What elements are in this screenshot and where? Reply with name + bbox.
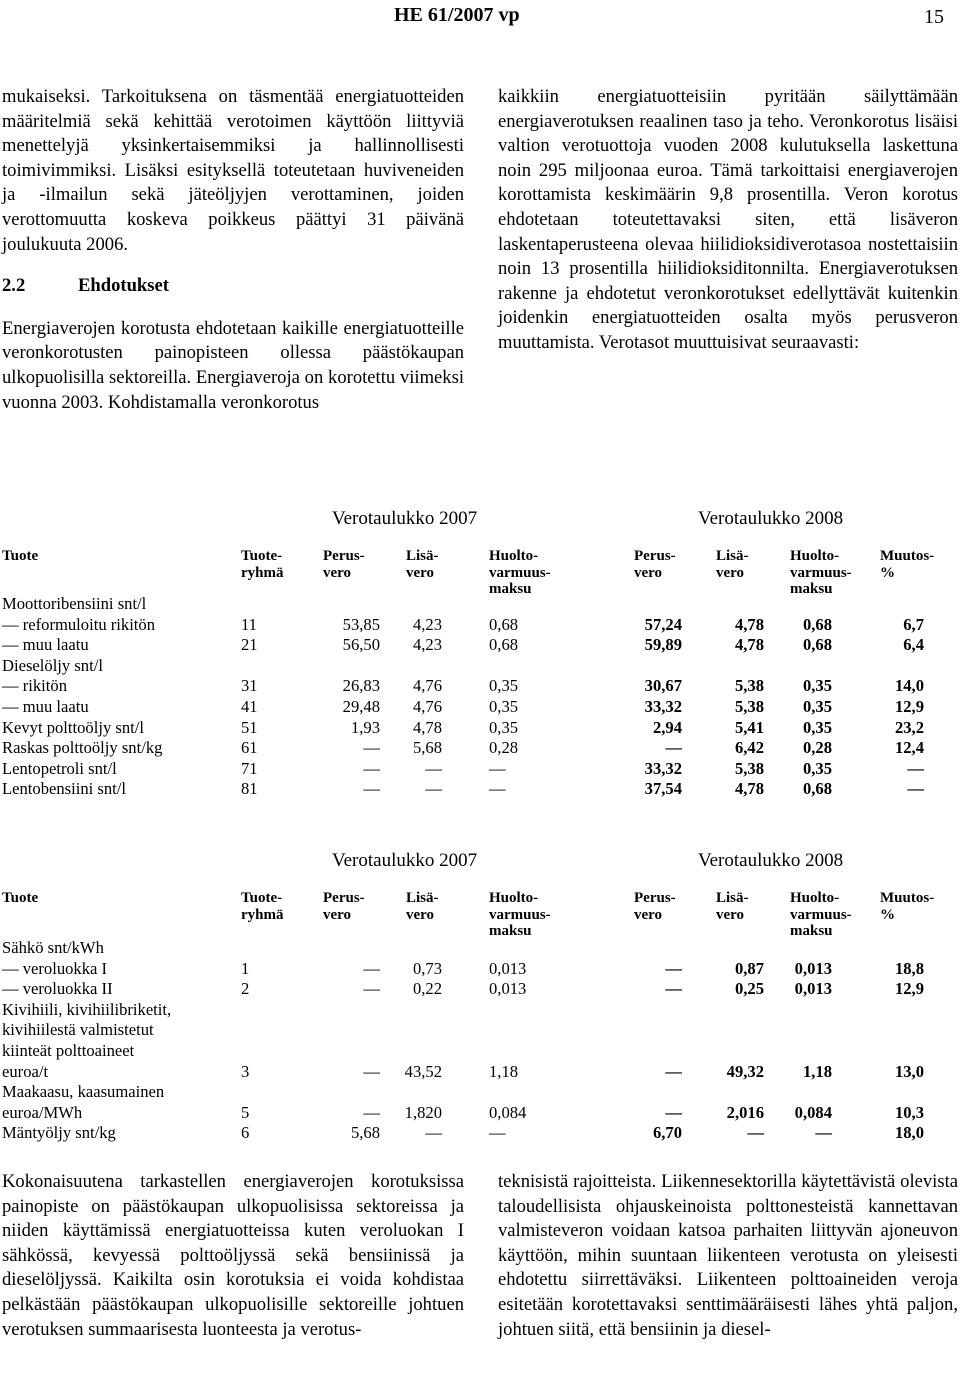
- additional-tax-2007: 0,73: [412, 958, 442, 978]
- additional-tax-2007: 43,52: [404, 1061, 442, 1081]
- security-fee-2007: 0,35: [489, 717, 519, 737]
- product-name: — reformuloitu rikitön: [2, 614, 156, 634]
- product-name: kiinteät polttoaineet: [2, 1041, 135, 1060]
- table-row: [0, 1062, 960, 1083]
- additional-tax-2008: 4,78: [734, 779, 764, 799]
- additional-tax-2007: —: [425, 779, 442, 799]
- table-title-2007: Verotaulukko 2007: [332, 508, 478, 529]
- base-tax-2008: —: [665, 958, 682, 978]
- body-paragraph: teknisistä rajoitteista. Liikennesektorilla käytettävistä olevista taloudellisista ohjauskeinoista polttonesteistä kannettavan valmisteveron voidaan katsoa parhaiten liittyvän ajoneuvon käyttöön, mihin suuntaan liikenteen verotusta on yleisesti ehdotettu siirrettäväksi. Liikenteen polttoaineiden veroja esitetään korotettavaksi senttimääräisesti lähes yhtä paljon, johtuen siitä, että bensiinin ja diesel-: [498, 1171, 958, 1340]
- product-name: Sähkö snt/kWh: [2, 938, 104, 957]
- base-tax-2007: 26,83: [342, 676, 380, 696]
- table-row: [0, 1082, 960, 1103]
- section-number: 2.2: [2, 275, 26, 297]
- security-fee-2007: 0,013: [489, 958, 527, 978]
- base-tax-2008: 33,32: [644, 697, 682, 716]
- base-tax-2008: —: [665, 1102, 682, 1122]
- security-fee-2008: 0,68: [802, 614, 832, 634]
- table-row: [0, 1103, 960, 1124]
- table-title-2007: Verotaulukko 2007: [332, 850, 478, 871]
- base-tax-2007: —: [363, 738, 380, 758]
- product-name: Maakaasu, kaasumainen: [2, 1082, 165, 1102]
- table-row: [0, 1000, 960, 1021]
- column-header-product: Tuote: [2, 548, 39, 564]
- product-name: — veroluokka I: [2, 958, 108, 978]
- table-row: [0, 676, 960, 697]
- body-paragraph: Energiaverojen korotusta ehdotetaan kaikille energiatuotteille veronkorotusten painopisteen ollessa päästökaupan ulkopuolisilla sektoreilla. Energiaveroja on korotettu viimeksi vuonna 2003. Kohdistamalla veronkorotus: [2, 317, 464, 413]
- column-header-base-tax-2007: Perus- vero: [323, 890, 365, 923]
- additional-tax-2008: 5,38: [734, 676, 764, 696]
- additional-tax-2007: 4,76: [412, 697, 442, 716]
- product-name: — muu laatu: [2, 635, 89, 655]
- table-row: [0, 1123, 960, 1144]
- product-name: — muu laatu: [2, 697, 89, 716]
- product-group: 81: [241, 779, 258, 799]
- table-title-2008: Verotaulukko 2008: [698, 850, 844, 871]
- security-fee-2008: 0,68: [802, 779, 832, 799]
- additional-tax-2008: 5,38: [734, 697, 764, 716]
- security-fee-2008: 0,28: [802, 738, 832, 758]
- product-name: Kivihiili, kivihiilibriketit,: [2, 999, 172, 1019]
- column-header-change-percent: Muutos- %: [880, 890, 935, 923]
- additional-tax-2007: 5,68: [412, 738, 442, 758]
- base-tax-2007: 53,85: [342, 614, 380, 634]
- change-percent: 18,0: [894, 1123, 924, 1143]
- security-fee-2008: —: [815, 1123, 832, 1143]
- change-percent: 13,0: [894, 1061, 924, 1081]
- left-column-top: [2, 85, 464, 415]
- product-name: Kevyt polttoöljy snt/l: [2, 717, 144, 737]
- security-fee-2008: 0,35: [802, 697, 832, 716]
- table-row: [0, 1020, 960, 1041]
- product-group: 3: [241, 1061, 250, 1081]
- column-header-security-fee-2007: Huolto- varmuus- maksu: [489, 548, 551, 597]
- change-percent: 12,4: [894, 738, 924, 758]
- product-group: 21: [241, 635, 258, 655]
- right-column-bottom: [498, 1170, 958, 1342]
- change-percent: 6,4: [903, 635, 924, 655]
- document-id: HE 61/2007 vp: [394, 4, 520, 26]
- body-paragraph: mukaiseksi. Tarkoituksena on täsmentää energiatuotteiden määritelmiä sekä kehittää verotoimen käyttöön liittyviä menettelyjä yksinkertaisemmiksi ja hallinnollisesti toimivimmiksi. Lisäksi esityksellä toteutetaan huviveneiden ja -ilmailun sekä jäteöljyjen verottaminen, joiden verottomuutta koskeva poikkeus päättyi 31 päivänä joulukuuta 2006.: [2, 86, 464, 255]
- additional-tax-2007: 4,23: [412, 614, 442, 634]
- column-header-security-fee-2007: Huolto- varmuus- maksu: [489, 890, 551, 939]
- change-percent: 10,3: [894, 1102, 924, 1122]
- column-header-security-fee-2008: Huolto- varmuus- maksu: [790, 548, 852, 597]
- additional-tax-2007: —: [425, 1123, 442, 1143]
- product-group: 61: [241, 738, 258, 758]
- additional-tax-2008: 5,38: [734, 758, 764, 778]
- additional-tax-2008: 4,78: [734, 614, 764, 634]
- column-header-change-percent: Muutos- %: [880, 548, 935, 581]
- table-row: [0, 1041, 960, 1062]
- column-header-additional-tax-2007: Lisä- vero: [406, 890, 439, 923]
- product-group: 31: [241, 676, 258, 696]
- change-percent: 14,0: [894, 676, 924, 696]
- column-header-base-tax-2008: Perus- vero: [634, 890, 676, 923]
- product-name: Mäntyöljy snt/kg: [2, 1123, 116, 1143]
- base-tax-2008: 33,32: [644, 758, 682, 778]
- column-header-product-group: Tuote- ryhmä: [241, 890, 284, 923]
- base-tax-2008: 37,54: [644, 779, 682, 799]
- change-percent: 18,8: [894, 958, 924, 978]
- additional-tax-2008: 2,016: [726, 1102, 764, 1122]
- column-header-security-fee-2008: Huolto- varmuus- maksu: [790, 890, 852, 939]
- additional-tax-2008: 6,42: [734, 738, 764, 758]
- security-fee-2008: 0,35: [802, 676, 832, 696]
- additional-tax-2007: 4,78: [412, 717, 442, 737]
- additional-tax-2007: 0,22: [412, 979, 442, 999]
- security-fee-2007: 0,68: [489, 614, 519, 634]
- column-header-base-tax-2007: Perus- vero: [323, 548, 365, 581]
- change-percent: —: [907, 758, 924, 778]
- table-row: [0, 718, 960, 739]
- table-row: [0, 979, 960, 1000]
- product-name: Lentobensiini snt/l: [2, 779, 126, 799]
- security-fee-2007: 0,28: [489, 738, 519, 758]
- product-name: Dieselöljy snt/l: [2, 655, 103, 675]
- security-fee-2008: 0,35: [802, 717, 832, 737]
- change-percent: 23,2: [894, 717, 924, 737]
- column-header-product-group: Tuote- ryhmä: [241, 548, 284, 581]
- security-fee-2007: —: [489, 1123, 506, 1143]
- product-group: 2: [241, 979, 250, 999]
- base-tax-2007: —: [363, 758, 380, 778]
- additional-tax-2008: 49,32: [726, 1061, 764, 1081]
- security-fee-2008: 0,084: [794, 1102, 832, 1122]
- product-group: 6: [241, 1123, 250, 1143]
- page-header: [0, 2, 960, 36]
- change-percent: —: [907, 779, 924, 799]
- table-title-2008: Verotaulukko 2008: [698, 508, 844, 529]
- product-group: 51: [241, 717, 258, 737]
- additional-tax-2008: 0,87: [734, 958, 764, 978]
- product-name: euroa/MWh: [2, 1102, 83, 1122]
- base-tax-2007: —: [363, 1102, 380, 1122]
- security-fee-2007: 0,013: [489, 979, 527, 999]
- base-tax-2008: 57,24: [644, 614, 682, 634]
- additional-tax-2007: —: [425, 758, 442, 778]
- security-fee-2007: 1,18: [489, 1061, 519, 1081]
- security-fee-2008: 0,013: [794, 979, 832, 999]
- body-paragraph: kaikkiin energiatuotteisiin pyritään säilyttämään energiaverotuksen reaalinen taso ja teho. Veronkorotus lisäisi valtion verotuottoja vuoden 2008 kulutuksella laskettuna noin 295 miljoonaa euroa. Tämä tarkoittaisi energiaverojen korottamista keskimäärin 9,8 prosentilla. Veron korotus ehdotetaan toteutettavaksi siten, että lisäveron laskentaperusteena olevaa hiilidioksidiverotasoa nostettaisiin noin 13 prosentilla hiilidioksiditonnilta. Energiaverotuksen rakenne ja ehdotetut veronkorotukset edellyttävät kuitenkin joidenkin energiatuotteiden osalta myös perusveron muuttamista. Verotasot muuttuisivat seuraavasti:: [498, 86, 958, 353]
- base-tax-2007: —: [363, 979, 380, 999]
- product-name: Raskas polttoöljy snt/kg: [2, 738, 163, 758]
- body-paragraph: Kokonaisuutena tarkastellen energiaverojen korotuksissa painopiste on päästökaupan ulkopuolisissa sektoreissa ja niiden käyttämissä energiatuotteissa kuten veroluokan I sähkössä, kevyessä polttoöljyssä sekä bensiinissä ja dieselöljyssä. Kaikilta osin korotuksia ei voida kohdistaa pelkästään päästökaupan ulkopuolisille sektoreille johtuen verotuksen summaarisesta luonteesta ja verotus-: [2, 1171, 464, 1340]
- security-fee-2007: 0,084: [489, 1102, 527, 1122]
- table-row: [0, 635, 960, 656]
- base-tax-2007: 1,93: [350, 717, 380, 737]
- additional-tax-2007: 4,76: [412, 676, 442, 696]
- security-fee-2007: —: [489, 758, 506, 778]
- table-row: [0, 594, 960, 615]
- base-tax-2008: —: [665, 738, 682, 758]
- security-fee-2007: —: [489, 779, 506, 799]
- security-fee-2008: 0,013: [794, 958, 832, 978]
- table-row: [0, 938, 960, 959]
- column-header-additional-tax-2007: Lisä- vero: [406, 548, 439, 581]
- base-tax-2008: 30,67: [644, 676, 682, 696]
- change-percent: 12,9: [894, 979, 924, 999]
- column-header-product: Tuote: [2, 890, 39, 906]
- product-group: 11: [241, 614, 257, 634]
- table-row: [0, 959, 960, 980]
- product-name: — veroluokka II: [2, 979, 113, 999]
- product-group: 1: [241, 958, 250, 978]
- product-name: euroa/t: [2, 1061, 49, 1081]
- product-name: Lentopetroli snt/l: [2, 758, 117, 778]
- column-header-additional-tax-2008: Lisä- vero: [716, 548, 749, 581]
- right-column-top: [498, 85, 958, 356]
- table-row: [0, 697, 960, 718]
- base-tax-2007: —: [363, 1061, 380, 1081]
- security-fee-2007: 0,35: [489, 697, 519, 716]
- column-header-additional-tax-2008: Lisä- vero: [716, 890, 749, 923]
- product-name: kivihiilestä valmistetut: [2, 1020, 154, 1040]
- security-fee-2007: 0,35: [489, 676, 519, 696]
- table-row: [0, 615, 960, 636]
- product-group: 5: [241, 1102, 250, 1122]
- base-tax-2007: 56,50: [342, 635, 380, 655]
- security-fee-2008: 0,68: [802, 635, 832, 655]
- change-percent: 6,7: [903, 614, 924, 634]
- additional-tax-2008: 5,41: [734, 717, 764, 737]
- product-group: 41: [241, 697, 258, 716]
- base-tax-2007: —: [363, 779, 380, 799]
- additional-tax-2008: 4,78: [734, 635, 764, 655]
- section-heading: [2, 274, 464, 299]
- product-group: 71: [241, 758, 258, 778]
- table-row: [0, 779, 960, 800]
- column-header-base-tax-2008: Perus- vero: [634, 548, 676, 581]
- security-fee-2008: 1,18: [802, 1061, 832, 1081]
- table-row: [0, 656, 960, 677]
- base-tax-2008: 59,89: [644, 635, 682, 655]
- section-title: Ehdotukset: [78, 275, 169, 297]
- base-tax-2007: 5,68: [350, 1123, 380, 1143]
- security-fee-2008: 0,35: [802, 758, 832, 778]
- product-name: — rikitön: [2, 676, 67, 696]
- product-name: Moottoribensiini snt/l: [2, 594, 147, 613]
- base-tax-2008: —: [665, 1061, 682, 1081]
- additional-tax-2007: 1,820: [404, 1102, 442, 1122]
- base-tax-2007: —: [363, 958, 380, 978]
- left-column-bottom: [2, 1170, 464, 1342]
- base-tax-2008: 2,94: [652, 717, 682, 737]
- change-percent: 12,9: [894, 697, 924, 716]
- additional-tax-2007: 4,23: [412, 635, 442, 655]
- additional-tax-2008: —: [747, 1123, 764, 1143]
- table-row: [0, 759, 960, 780]
- table-row: [0, 738, 960, 759]
- base-tax-2008: —: [665, 979, 682, 999]
- additional-tax-2008: 0,25: [734, 979, 764, 999]
- base-tax-2007: 29,48: [342, 697, 380, 716]
- security-fee-2007: 0,68: [489, 635, 519, 655]
- base-tax-2008: 6,70: [652, 1123, 682, 1143]
- page-number: 15: [924, 6, 944, 28]
